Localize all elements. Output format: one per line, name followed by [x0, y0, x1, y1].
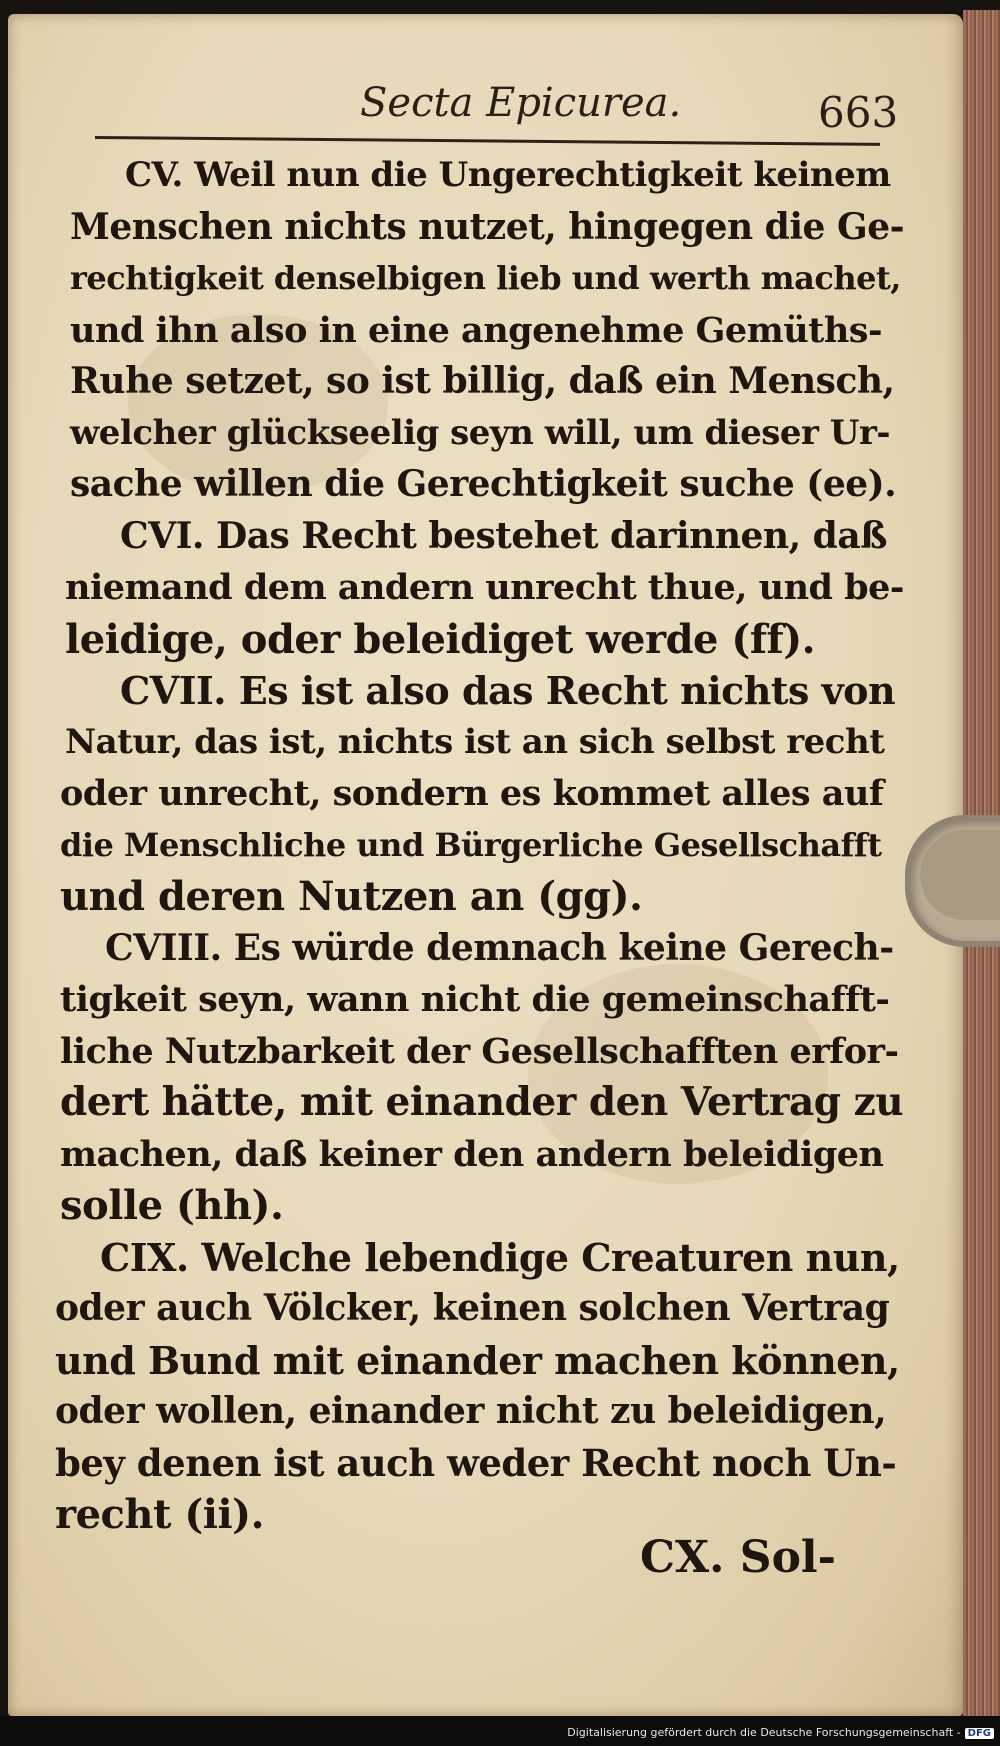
- text-line: welcher glückseelig seyn will, um dieser Ur-: [70, 412, 890, 453]
- text-line: tigkeit seyn, wann nicht die gemeinschafft-: [60, 979, 890, 1020]
- text-line: CV. Weil nun die Ungerechtigkeit keinem: [125, 155, 891, 195]
- text-line: oder wollen, einander nicht zu beleidigen,: [55, 1390, 887, 1432]
- text-line: recht (ii).: [55, 1491, 265, 1538]
- text-line: rechtigkeit denselbigen lieb und werth machet,: [70, 259, 901, 297]
- text-line: und ihn also in eine angenehme Gemüths-: [70, 309, 883, 351]
- text-line: Ruhe setzet, so ist billig, daß ein Mensch,: [70, 360, 895, 402]
- text-line: Natur, das ist, nichts ist an sich selbst recht: [65, 721, 885, 762]
- dfg-logo: DFG: [965, 1728, 994, 1739]
- book-clasp-inner: [920, 830, 1000, 920]
- text-line: CIX. Welche lebendige Creaturen nun,: [100, 1234, 900, 1280]
- text-line: niemand dem andern unrecht thue, und be-: [65, 567, 904, 608]
- running-title: Secta Epicurea.: [360, 80, 682, 126]
- page-number: 663: [818, 88, 899, 137]
- text-line: oder auch Völcker, keinen solchen Vertrag: [55, 1287, 890, 1329]
- text-line: Menschen nichts nutzet, hingegen die Ge-: [70, 205, 905, 248]
- body-text: [55, 150, 905, 1541]
- credit-text: Digitalisierung gefördert durch die Deutsche Forschungsgemeinschaft -: [567, 1726, 961, 1739]
- text-line: liche Nutzbarkeit der Gesellschafften erfor-: [60, 1030, 899, 1072]
- text-line: CVI. Das Recht bestehet darinnen, daß: [120, 514, 888, 557]
- text-line: machen, daß keiner den andern beleidigen: [60, 1133, 884, 1175]
- text-line: CVII. Es ist also das Recht nichts von: [120, 668, 896, 713]
- text-line: und Bund mit einander machen können,: [55, 1337, 900, 1383]
- catchword: CX. Sol-: [640, 1532, 836, 1583]
- text-line: und deren Nutzen an (gg).: [60, 873, 643, 920]
- text-line: bey denen ist auch weder Recht noch Un-: [55, 1440, 897, 1485]
- text-line: solle (hh).: [60, 1182, 284, 1229]
- digitization-credit: [567, 1726, 994, 1739]
- text-line: CVIII. Es würde demnach keine Gerech-: [105, 926, 894, 969]
- text-line: oder unrecht, sondern es kommet alles auf: [60, 773, 884, 814]
- text-line: die Menschliche und Bürgerliche Gesellschafft: [60, 825, 882, 864]
- text-line: leidige, oder beleidiget werde (ff).: [65, 615, 816, 663]
- text-line: dert hätte, mit einander den Vertrag zu: [60, 1079, 904, 1125]
- text-line: sache willen die Gerechtigkeit suche (ee).: [70, 463, 897, 505]
